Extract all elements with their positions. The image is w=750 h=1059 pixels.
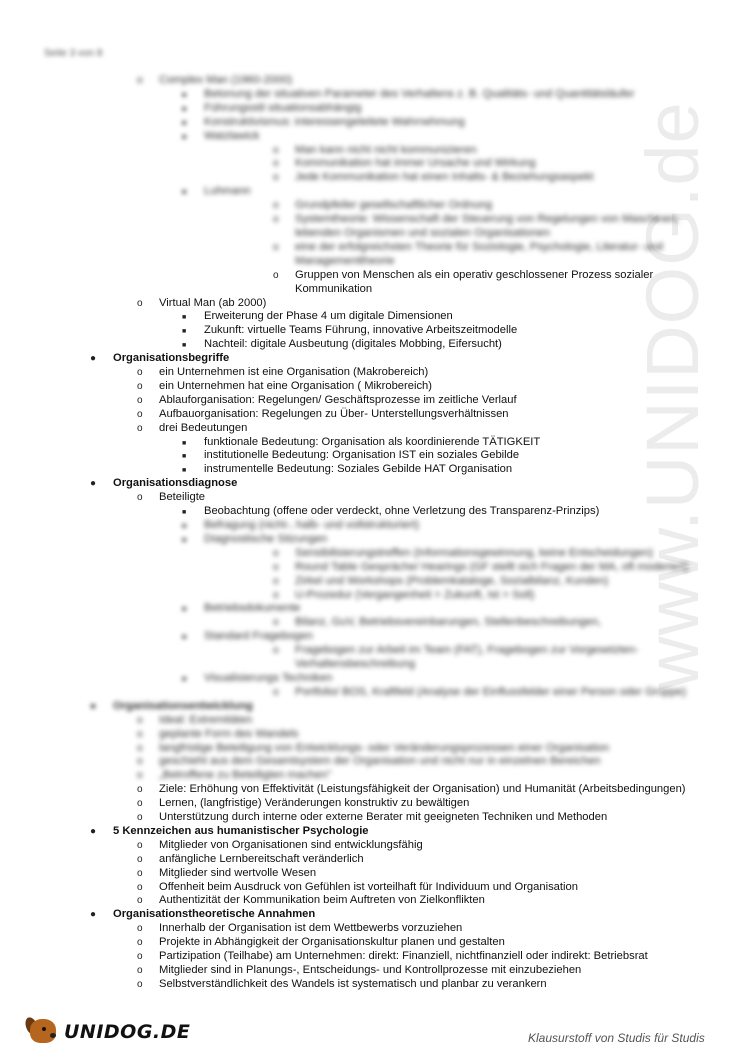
dog-mascot-icon <box>24 1015 62 1049</box>
section-heading <box>0 700 750 714</box>
list-item-text: Organisationstheoretische Annahmen <box>113 908 316 921</box>
list-item <box>0 867 750 881</box>
list-item <box>0 310 750 324</box>
list-item-text: Bilanz, GuV, Betriebsvereinbarungen, Stellenbeschreibungen, <box>295 616 602 629</box>
list-item-text: Innerhalb der Organisation ist dem Wettbewerbs vorzuziehen <box>159 922 463 935</box>
list-item-text: Projekte in Abhängigkeit der Organisationskultur planen und gestalten <box>159 936 505 949</box>
list-item-text: Man kann nicht nicht kommunizieren <box>295 143 477 156</box>
bullet-icon: o <box>273 241 279 253</box>
bullet-icon: ■ <box>182 523 187 530</box>
list-item-text: Fragebogen zur Arbeit im Team (FAT), Fragebogen zur Vorgesetzten-Verhaltensbeschreibung <box>295 644 639 671</box>
bullet-icon: o <box>137 951 143 963</box>
bullet-icon: ■ <box>182 342 187 350</box>
list-item <box>0 630 750 644</box>
list-item-text: Watzlawick <box>204 129 260 142</box>
list-item-text: Mitglieder sind wertvolle Wesen <box>159 866 317 879</box>
list-item <box>0 338 750 352</box>
list-item <box>0 881 750 895</box>
list-item <box>0 88 750 102</box>
bullet-icon: o <box>273 561 279 573</box>
outline-content <box>0 74 750 992</box>
list-item-text: Betonung der situativen Parameter des Verhaltens z. B. Qualitäts- und Quantitätsläufer <box>204 87 635 100</box>
list-item-text: Selbstverständlichkeit des Wandels ist systematisch und planbar zu verankern <box>159 977 547 990</box>
bullet-icon: o <box>273 686 279 698</box>
list-item <box>0 394 750 408</box>
bullet-icon: o <box>273 575 279 587</box>
bullet-icon: o <box>137 367 143 379</box>
list-item <box>0 742 750 756</box>
list-item <box>0 519 750 533</box>
list-item-text: drei Bedeutungen <box>159 421 248 434</box>
bullet-icon: o <box>273 214 279 226</box>
list-item <box>0 463 750 477</box>
list-item-text: Organisationsbegriffe <box>113 352 230 365</box>
logo-text: UNIDOG.DE <box>64 1021 191 1043</box>
bullet-icon: o <box>273 144 279 156</box>
bullet-icon: ■ <box>182 91 187 99</box>
bullet-icon: ■ <box>182 634 187 642</box>
list-item-text: Nachteil: digitale Ausbeutung (digitales Mobbing, Eifersucht) <box>204 338 502 351</box>
list-item <box>0 616 750 630</box>
list-item-text: Beobachtung (offene oder verdeckt, ohne Verletzung des Transparenz-Prinzips) <box>204 505 600 518</box>
list-item-text: ein Unternehmen hat eine Organisation ( Mikrobereich) <box>159 379 432 392</box>
list-item <box>0 199 750 213</box>
list-item-text: geplante Form des Wandels <box>159 727 299 740</box>
list-item <box>0 436 750 450</box>
list-item-text: Aufbauorganisation: Regelungen zu Über- Unterstellungsverhältnissen <box>159 407 509 420</box>
list-item <box>0 505 750 519</box>
bullet-icon: ■ <box>182 509 187 517</box>
list-item-text: Mitglieder sind in Planungs-, Entscheidungs- und Kontrollprozesse mit einzubeziehen <box>159 964 582 976</box>
bullet-icon: o <box>137 881 143 893</box>
bullet-icon: ● <box>90 353 97 365</box>
list-item <box>0 130 750 144</box>
list-item-text: instrumentelle Bedeutung: Soziales Gebilde HAT Organisation <box>204 463 513 476</box>
list-item <box>0 422 750 436</box>
list-item <box>0 366 750 380</box>
list-item <box>0 644 750 672</box>
bullet-icon: ■ <box>182 467 187 475</box>
list-item-text: Diagnostische Sitzungen <box>204 532 328 545</box>
bullet-icon: o <box>137 380 143 392</box>
list-item <box>0 380 750 394</box>
list-item-text: ein Unternehmen ist eine Organisation (Makrobereich) <box>159 366 429 379</box>
list-item <box>0 811 750 825</box>
bullet-icon: ■ <box>182 119 187 127</box>
list-item <box>0 783 750 797</box>
list-item-text: Zirkel und Workshops (Problemkataloge, Sozialbilanz, Kunden) <box>295 574 609 587</box>
list-item <box>0 185 750 199</box>
bullet-icon: o <box>137 770 143 782</box>
bullet-icon: o <box>137 728 143 740</box>
bullet-icon: o <box>137 492 143 504</box>
list-item-text: Portfolio/ BOS, Kraftfeld (Analyse der Einflussfelder einer Person oder Gruppe) <box>295 685 687 698</box>
section-heading <box>0 825 750 839</box>
section-heading <box>0 352 750 366</box>
list-item <box>0 533 750 547</box>
list-item <box>0 408 750 422</box>
list-item <box>0 74 750 88</box>
bullet-icon: o <box>273 589 279 601</box>
bullet-icon: o <box>137 978 143 990</box>
list-item <box>0 672 750 686</box>
section-heading <box>0 477 750 491</box>
list-item-text: geschieht aus dem Gesamtsystem der Organisation und nicht nur in einzelnen Bereichen <box>159 755 601 768</box>
bullet-icon: o <box>273 269 279 281</box>
list-item <box>0 171 750 185</box>
list-item <box>0 269 750 297</box>
bullet-icon: o <box>137 853 143 865</box>
list-item-text: Systemtheorie: Wissenschaft der Steuerung von Regelungen von Maschinen, lebenden Organismen und sozialen Organisationen <box>295 213 680 239</box>
page-number-label: Seite 3 von 8 <box>44 48 103 59</box>
footer-tagline: Klausurstoff von Studis für Studis <box>528 1031 705 1045</box>
list-item-text: langfristige Beteiligung von Entwicklungs- oder Veränderungsprozessen einer Organisation <box>159 741 610 754</box>
bullet-icon: o <box>137 742 143 754</box>
watermark: www.UNIDOG.de <box>631 101 714 690</box>
list-item <box>0 950 750 964</box>
list-item-text: Partizipation (Teilhabe) am Unternehmen: direkt: Finanziell, nichtfinanziell oder indirekt: Betriebsrat <box>159 950 648 963</box>
list-item <box>0 561 750 575</box>
bullet-icon: o <box>273 645 279 657</box>
list-item <box>0 589 750 603</box>
list-item <box>0 686 750 700</box>
list-item <box>0 755 750 769</box>
bullet-icon: o <box>137 297 143 309</box>
bullet-icon: ■ <box>182 439 187 447</box>
list-item-text: Grundpfeiler gesellschaftlicher Ordnung <box>295 199 493 212</box>
bullet-icon: o <box>137 75 143 86</box>
list-item-text: Offenheit beim Ausdruck von Gefühlen ist vorteilhaft für Individuum und Organisation <box>159 880 578 893</box>
bullet-icon: o <box>137 812 143 824</box>
list-item-text: Gruppen von Menschen als ein operativ geschlossener Prozess sozialer Kommunikation <box>295 268 654 295</box>
bullet-icon: o <box>137 937 143 949</box>
bullet-icon: ■ <box>182 536 187 544</box>
list-item-text: Führungsstil situationsabhängig <box>204 101 362 114</box>
list-item <box>0 728 750 742</box>
list-item-text: Ablauforganisation: Regelungen/ Geschäftsprozesse im zeitliche Verlauf <box>159 393 517 406</box>
list-item-text: Complex Man (1960-2000) <box>159 74 293 86</box>
list-item-text: institutionelle Bedeutung: Organisation IST ein soziales Gebilde <box>204 449 520 462</box>
list-item <box>0 602 750 616</box>
unidog-logo[interactable] <box>24 1015 190 1049</box>
list-item <box>0 241 750 269</box>
list-item-text: Authentizität der Kommunikation beim Auftreten von Zielkonflikten <box>159 894 485 907</box>
bullet-icon: o <box>137 798 143 810</box>
bullet-icon: o <box>273 547 279 559</box>
bullet-icon: ■ <box>182 675 187 683</box>
list-item-text: Virtual Man (ab 2000) <box>159 296 267 309</box>
list-item <box>0 853 750 867</box>
list-item-text: Luhmann <box>204 185 251 198</box>
list-item-text: Visualisierungs Techniken <box>204 671 333 684</box>
list-item <box>0 922 750 936</box>
bullet-icon: ■ <box>182 453 187 461</box>
list-item-text: 5 Kennzeichen aus humanistischer Psychologie <box>113 824 369 837</box>
bullet-icon: ■ <box>182 133 187 141</box>
list-item <box>0 769 750 783</box>
bullet-icon: o <box>137 784 143 796</box>
bullet-icon: ■ <box>182 606 187 614</box>
bullet-icon: ■ <box>182 105 187 113</box>
bullet-icon: o <box>273 200 279 212</box>
list-item-text: Organisationsentwicklung <box>113 699 253 712</box>
bullet-icon: ● <box>90 478 97 490</box>
bullet-icon: ● <box>90 700 97 712</box>
list-item-text: Standard Fragebogen <box>204 630 313 643</box>
bullet-icon: o <box>273 617 279 629</box>
bullet-icon: ■ <box>182 314 187 322</box>
list-item-text: Beteiligte <box>159 491 206 504</box>
list-item-text: Organisationsdiagnose <box>113 477 238 490</box>
list-item-text: Zukunft: virtuelle Teams Führung, innovative Arbeitszeitmodelle <box>204 324 518 337</box>
bullet-icon: o <box>137 408 143 420</box>
bullet-icon: o <box>137 756 143 768</box>
bullet-icon: o <box>273 172 279 184</box>
bullet-icon: o <box>137 714 143 726</box>
list-item <box>0 116 750 130</box>
list-item-text: Kommunikation hat immer Ursache und Wirkung <box>295 157 536 170</box>
bullet-icon: o <box>137 422 143 434</box>
list-item-text: Betriebsdokumente <box>204 602 301 615</box>
list-item-text: Befragung (nicht-, halb- und vollstrukturiert) <box>204 519 420 531</box>
bullet-icon: ● <box>90 909 97 921</box>
list-item-text: Lernen, (langfristige) Veränderungen konstruktiv zu bewältigen <box>159 797 470 810</box>
list-item <box>0 102 750 116</box>
list-item-text: funktionale Bedeutung: Organisation als koordinierende TÄTIGKEIT <box>204 435 541 448</box>
list-item <box>0 144 750 158</box>
list-item <box>0 978 750 992</box>
bullet-icon: o <box>137 965 143 976</box>
bullet-icon: o <box>137 895 143 907</box>
list-item-text: U-Prozedur (Vergangenheit > Zukunft, Ist > Soll) <box>295 588 535 601</box>
list-item <box>0 797 750 811</box>
list-item <box>0 213 750 241</box>
list-item-text: Mitglieder von Organisationen sind entwicklungsfähig <box>159 838 423 851</box>
list-item-text: Konstruktivismus: interessengeleitete Wahrnehmung <box>204 115 465 128</box>
list-item <box>0 297 750 311</box>
bullet-icon: o <box>273 158 279 170</box>
list-item <box>0 964 750 978</box>
bullet-icon: o <box>137 867 143 879</box>
list-item <box>0 547 750 561</box>
list-item-text: Sensibilisierungstreffen (Informationsgewinnung, keine Entscheidungen) <box>295 546 654 559</box>
list-item <box>0 324 750 338</box>
list-item <box>0 936 750 950</box>
list-item-text: Erweiterung der Phase 4 um digitale Dimensionen <box>204 310 453 323</box>
list-item-text: „Betroffene zu Beteiligten machen" <box>159 769 332 782</box>
list-item <box>0 157 750 171</box>
bullet-icon: o <box>137 839 143 851</box>
list-item <box>0 491 750 505</box>
list-item-text: Ideal: Extremitäten <box>159 713 253 726</box>
bullet-icon: ■ <box>182 328 187 336</box>
list-item-text: anfängliche Lernbereitschaft veränderlich <box>159 852 364 865</box>
list-item <box>0 449 750 463</box>
list-item <box>0 839 750 853</box>
bullet-icon: ● <box>90 825 97 837</box>
list-item-text: Unterstützung durch interne oder externe Berater mit geeigneten Techniken und Methoden <box>159 811 608 824</box>
bullet-icon: ■ <box>182 189 187 197</box>
list-item <box>0 575 750 589</box>
bullet-icon: o <box>137 394 143 406</box>
list-item <box>0 894 750 908</box>
list-item-text: Round Table Gespräche/ Hearings (GF stellt sich Fragen der MA, oft moderiert) <box>295 560 689 573</box>
list-item-text: Jede Kommunikation hat einen Inhalts- & Beziehungsaspekt <box>295 171 594 184</box>
section-heading <box>0 908 750 922</box>
list-item <box>0 714 750 728</box>
bullet-icon: o <box>137 923 143 935</box>
list-item-text: eine der erfolgreichsten Theorie für Soziologie, Psychologie, Literatur- und Managementtheorie <box>295 240 663 267</box>
list-item-text: Ziele: Erhöhung von Effektivität (Leistungsfähigkeit der Organisation) und Humanität (Arbeitsbedingungen) <box>159 783 686 796</box>
